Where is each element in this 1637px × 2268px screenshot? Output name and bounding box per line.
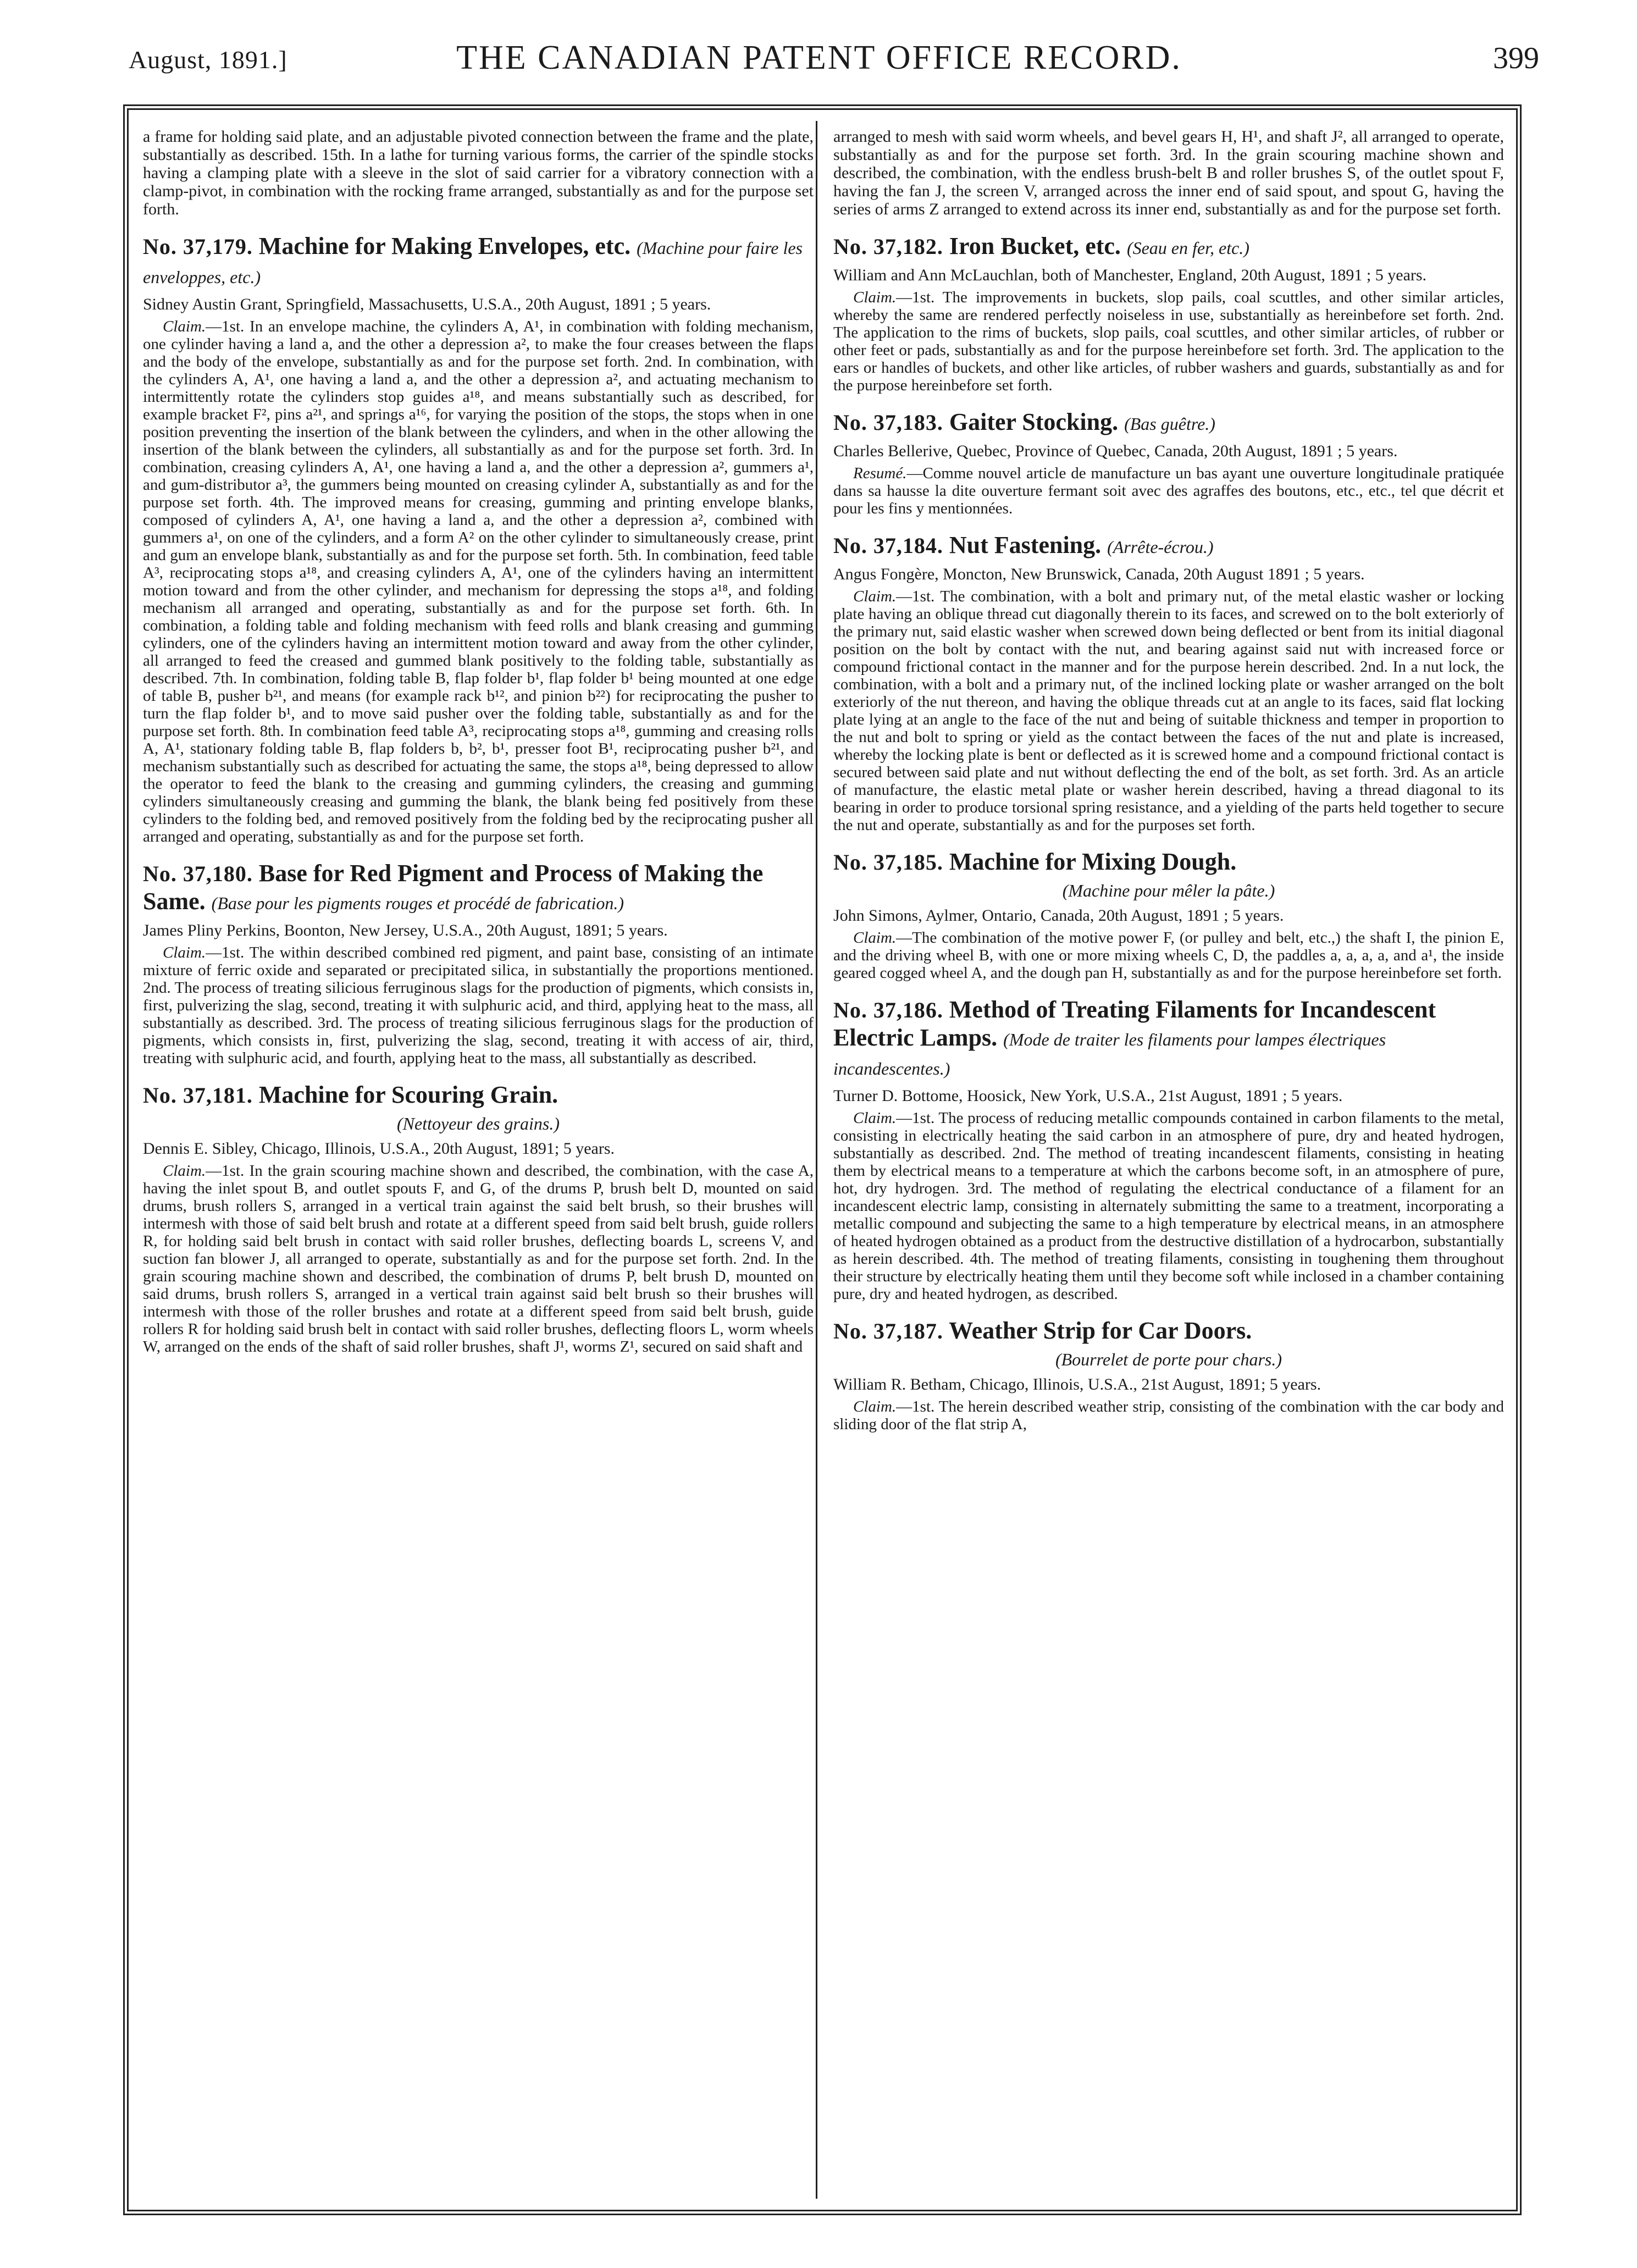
patent-entry-37187 xyxy=(833,1317,1504,1433)
patentee-line: William and Ann McLauchlan, both of Manchester, England, 20th August, 1891 ; 5 years. xyxy=(833,266,1427,284)
page-header xyxy=(82,38,1556,93)
claim-body: —1st. In an envelope machine, the cylinders A, A¹, in combination with folding mechanism, one cylinder having a land a, and the other a depression a², to make the four creases between the flaps and the body of the envelope, substantially as and for the purpose set forth. 2nd. In combination, with the cylinders A, A¹, one having a land a, and the other a depression a², and actuating mechanism to intermittently rotate the cylinders stop guides a¹⁸, and means substantially such as described, for example bracket F², pins a²¹, and springs a¹⁶, for varying the position of the stops, the stops when in one position preventing the insertion of the blank between the cylinders, and when in the other allowing the insertion of the blank between the cylinders, all substantially as and for the purpose set forth. 3rd. In combination, creasing cylinders A, A¹, one having a land a, and the other a depression a², gummers a¹, and gum-distributor a³, the gummers being mounted on creasing cylinder A, substantially as and for the purpose set forth. 4th. The improved means for creasing, gumming and printing envelope blanks, composed of cylinders A, A¹, one having a land a, and the other a depression a², combined with gummers a¹, on one of the cylinders, and a form A² on the other cylinder to simultaneously crease, print and gum an envelope blank, substantially as and for the purpose set forth. 5th. In combination, feed table A³, reciprocating stops a¹⁸, and creasing cylinders A, A¹, one of the cylinders having an intermittent motion toward and from the other cylinder, and mechanism for depressing the stops a¹⁸, and folding mechanism all arranged and operating, substantially as and for the purpose set forth. 6th. In combination, a folding table and folding mechanism with feed rolls and blank creasing and gumming cylinders, one of the cylinders having an intermittent motion toward and away from the other cylinder, all arranged to feed the creased and gummed blank positively to the folding table, substantially as described. 7th. In combination, folding table B, flap folder b¹, flap folder b¹ being mounted at one edge of table B, pusher b²¹, and means (for example rack b¹², and pinion b²²) for reciprocating the pusher to turn the flap folder b¹, and to move said pusher over the folding table, substantially as and for the purpose set forth. 8th. In combination feed table A³, reciprocating stops a¹⁸, gumming and creasing rolls A, A¹, stationary folding table B, flap folders b, b², b¹, presser foot B¹, reciprocating pusher b²¹, and mechanism substantially such as described for actuating the same, the stops a¹⁸, being depressed to allow the operator to feed the blank to the creasing and gumming cylinders, the creasing and gumming cylinders simultaneously creasing and gumming the blank, the blank being fed positively from these cylinders to the folding bed, and removed positively from the folding bed by the reciprocating pusher all arranged and operating, substantially as and for the purpose set forth. xyxy=(143,318,814,845)
continued-claim-text: a frame for holding said plate, and an adjustable pivoted connection between the frame and the plate, substantially as described. 15th. In a lathe for turning various forms, the carrier of the spindle stocks having a clamping plate with a sleeve in the slot of said carrier for a vibratory connection with a clamp-pivot, in combination with the rocking frame arranged, substantially as and for the purpose set forth. xyxy=(143,128,814,218)
claim-text xyxy=(143,1162,814,1356)
claim-body: —1st. The herein described weather strip, consisting of the combination with the car body and sliding door of the flat strip A, xyxy=(833,1398,1504,1433)
patent-heading xyxy=(143,1081,814,1109)
patent-heading xyxy=(833,1317,1504,1345)
patentee-line: William R. Betham, Chicago, Illinois, U.S.A., 21st August, 1891; 5 years. xyxy=(833,1375,1321,1393)
patent-title: Machine for Scouring Grain. xyxy=(258,1081,558,1108)
claim-label: Claim. xyxy=(163,944,206,961)
patent-heading xyxy=(833,532,1504,561)
patent-heading xyxy=(833,233,1504,262)
patent-entry-37180 xyxy=(143,860,814,1067)
claim-label: Claim. xyxy=(853,1109,897,1127)
claim-body: —1st. The within described combined red pigment, and paint base, consisting of an intimate mixture of ferric oxide and separated or precipitated silica, in substantially the proportions mentioned. 2nd. The process of treating silicious ferruginous slags for the production of pigments, which consists in, first, pulverizing the slag, second, treating it with sulphuric acid, and third, applying heat to the mass, all substantially as described. 3rd. The process of treating silicious ferruginous slags for the production of pigments, which consists in, first, pulverizing the slag, second, treating it with access of air, third, treating with sulphuric acid, and fourth, applying heat to the mass, all substantially as described. xyxy=(143,944,814,1067)
patent-number: No. 37,187. xyxy=(833,1319,943,1343)
claim-body: —Comme nouvel article de manufacture un bas ayant une ouverture longitudinale pratiquée dans sa hausse la dite ouverture fermant soit avec des agraffes des boutons, etc., etc., tel que décrit et pour les fins y mentionnées. xyxy=(833,464,1504,517)
patent-number: No. 37,182. xyxy=(833,234,943,259)
patentee-line: Turner D. Bottome, Hoosick, New York, U.S.A., 21st August, 1891 ; 5 years. xyxy=(833,1087,1343,1105)
french-title: (Machine pour mêler la pâte.) xyxy=(1062,881,1275,900)
patent-heading xyxy=(143,860,814,917)
patent-number: No. 37,180. xyxy=(143,861,253,886)
patent-title: Base for Red Pigment and Process of Making the Same. xyxy=(143,860,764,915)
patent-title: Iron Bucket, etc. xyxy=(949,233,1121,259)
claim-body: —1st. The improvements in buckets, slop pails, coal scuttles, and other similar articles, whereby the same are rendered perfectly noiseless in use, substantially as hereinbefore set forth. 2nd. The application to the rims of buckets, slop pails, coal scuttles, and other similar articles, of rubber or other feet or pads, substantially as and for the purpose hereinbefore set forth. 3rd. The application to the ears or handles of buckets, and other like articles, of rubber washers and guards, substantially as and for the purpose hereinbefore set forth. xyxy=(833,289,1504,394)
patent-number: No. 37,184. xyxy=(833,533,943,558)
patent-entry-37184 xyxy=(833,532,1504,834)
claim-body: —1st. In the grain scouring machine shown and described, the combination, with the case A, having the inlet spout B, and outlet spouts F, and G, of the drums P, brush belt D, mounted on said drums, brush rollers S, arranged in a vertical train against the said belt brush, so their brushes will intermesh with those of said belt brush and rotate at a different speed from said belt brush, guide rollers R, for holding said belt brush in contact with said roller brushes, deflecting boards L, screens V, and suction fan blower J, all arranged to operate, substantially as and for the purpose set forth. 2nd. In the grain scouring machine shown and described, the combination of drums P, belt brush D, mounted on said drums, brush rollers S, arranged in a vertical train against said belt brush so their brushes will intermesh with those of the roller brushes and rotate at a different speed from said belt brush, guide rollers R for holding said brush belt in contact with said roller brushes, deflecting floors L, worm wheels W, arranged on the ends of the shaft of said roller brushes, shaft J¹, worms Z¹, secured on said shaft and xyxy=(143,1162,814,1356)
patentee-line: Sidney Austin Grant, Springfield, Massachusetts, U.S.A., 20th August, 1891 ; 5 years. xyxy=(143,295,711,313)
patentee-line: John Simons, Aylmer, Ontario, Canada, 20th August, 1891 ; 5 years. xyxy=(833,906,1284,925)
french-title: (Bourrelet de porte pour chars.) xyxy=(1055,1349,1282,1369)
claim-label: Resumé. xyxy=(853,464,907,482)
french-title: (Nettoyeur des grains.) xyxy=(397,1114,560,1133)
claim-text xyxy=(143,318,814,845)
patent-entry-37183 xyxy=(833,408,1504,517)
patent-entry-37185 xyxy=(833,848,1504,982)
claim-text xyxy=(833,1109,1504,1303)
column-divider xyxy=(816,121,817,2199)
patent-number: No. 37,186. xyxy=(833,998,943,1022)
patent-title: Machine for Making Envelopes, etc. xyxy=(258,233,631,259)
patent-heading xyxy=(833,848,1504,876)
french-title: (Arrête-écrou.) xyxy=(1107,537,1214,557)
claim-text xyxy=(833,929,1504,982)
claim-label: Claim. xyxy=(853,289,897,306)
patent-number: No. 37,181. xyxy=(143,1083,253,1108)
claim-label: Claim. xyxy=(163,1162,206,1180)
patent-entry-37186 xyxy=(833,996,1504,1303)
claim-body: —1st. The combination, with a bolt and primary nut, of the metal elastic washer or locking plate having an oblique thread cut diagonally therein to its faces, and screwed on to the bolt exteriorly of the primary nut, said elastic washer when screwed down being deflected or bent from its initial diagonal position on the bolt by contact with the nut, and bearing against said nut with increased force or compound frictional contact in the manner and for the purpose herein described. 2nd. In a nut lock, the combination, with a bolt and a primary nut, of the inclined locking plate or washer arranged on the bolt exteriorly of the nut thereon, and having the oblique threads cut at an angle to its faces, said flat locking plate lying at an angle to the face of the nut and being of suitable thickness and temper in proportion to the nut and bolt to spring or yield as the contact between the faces of the nut and plate is increased, whereby the locking plate is bent or deflected as it is screwed home and a compound frictional contact is secured between said plate and nut without deflecting the end of the bolt, as set forth. 3rd. As an article of manufacture, the elastic metal plate or washer herein described, having a thread diagonal to its bearing in order to produce torsional spring resistance, and a yielding of the parts held together to secure the nut and operate, substantially as and for the purposes set forth. xyxy=(833,588,1504,834)
right-column xyxy=(833,128,1504,1433)
patent-number: No. 37,183. xyxy=(833,410,943,435)
claim-text xyxy=(833,289,1504,394)
french-title: (Mode de traiter les filaments pour lampes électriques incandescentes.) xyxy=(833,1030,1386,1078)
patent-number: No. 37,179. xyxy=(143,234,253,259)
patent-title: Weather Strip for Car Doors. xyxy=(949,1317,1252,1344)
claim-label: Claim. xyxy=(853,929,897,947)
patentee-line: James Pliny Perkins, Boonton, New Jersey, U.S.A., 20th August, 1891; 5 years. xyxy=(143,921,668,939)
patentee-line: Dennis E. Sibley, Chicago, Illinois, U.S.A., 20th August, 1891; 5 years. xyxy=(143,1139,615,1158)
patent-title: Gaiter Stocking. xyxy=(949,408,1119,435)
french-title: (Bas guêtre.) xyxy=(1124,414,1215,434)
patentee-line: Charles Bellerive, Quebec, Province of Quebec, Canada, 20th August, 1891 ; 5 years. xyxy=(833,442,1398,460)
patent-heading xyxy=(143,233,814,291)
claim-body: —The combination of the motive power F, (or pulley and belt, etc.,) the shaft I, the pinion E, and the driving wheel B, with one or more mixing wheels C, D, the paddles a, a, a, a, and a¹, the inside geared cogged wheel A, and the dough pan H, substantially as and for the purpose hereinbefore set forth. xyxy=(833,929,1504,982)
patent-title: Nut Fastening. xyxy=(949,532,1102,558)
patent-number: No. 37,185. xyxy=(833,850,943,875)
french-title: (Seau en fer, etc.) xyxy=(1126,238,1249,258)
claim-text xyxy=(833,1398,1504,1433)
page-number: 399 xyxy=(1493,41,1539,75)
patent-entry-37182 xyxy=(833,233,1504,394)
claim-body: —1st. The process of reducing metallic compounds contained in carbon filaments to the metal, consisting in electrically heating the said carbon in an atmosphere of pure, dry and heated hydrogen, substantially as described. 2nd. The method of treating incandescent filaments, consisting in heating them by electrical means to a temperature at which the carbons become soft, in an atmosphere of pure, hot, dry hydrogen. 3rd. The method of regulating the electrical conductance of a filament for an incandescent electric lamp, consisting in alternately submitting the same to a treatment, incorporating a metallic compound and subjecting the same to a high temperature by electrical means, in an atmosphere of heated hydrogen obtained as a product from the destructive distillation of a hydrocarbon, substantially as herein described. 4th. The method of treating filaments, consisting in toughening them throughout their structure by electrically heating them until they become soft while inclosed in a chamber containing pure, dry and heated hydrogen, as described. xyxy=(833,1109,1505,1303)
french-title: (Base pour les pigments rouges et procédé de fabrication.) xyxy=(211,893,624,913)
french-title: (Machine pour faire les enveloppes, etc.) xyxy=(143,238,803,287)
claim-label: Claim. xyxy=(853,1398,897,1415)
continued-claim-text: arranged to mesh with said worm wheels, and bevel gears H, H¹, and shaft J², all arranged to operate, substantially as and for the purpose set forth. 3rd. In the grain scouring machine shown and described, the combination, with the endless brush-belt B and roller brushes S, of the outlet spout F, having the fan J, the screen V, arranged across the inner end of said spout, and spout G, having the series of arms Z arranged to extend across its inner end, substantially as and for the purpose set forth. xyxy=(833,128,1504,218)
claim-text xyxy=(833,464,1504,517)
publication-title: THE CANADIAN PATENT OFFICE RECORD. xyxy=(456,39,1182,76)
patent-entry-37179 xyxy=(143,233,814,845)
claim-text xyxy=(833,588,1504,834)
patent-title: Method of Treating Filaments for Incandescent Electric Lamps. xyxy=(833,996,1436,1051)
patent-title: Machine for Mixing Dough. xyxy=(949,848,1237,875)
patentee-line: Angus Fongère, Moncton, New Brunswick, Canada, 20th August 1891 ; 5 years. xyxy=(833,565,1365,583)
patent-entry-37181 xyxy=(143,1081,814,1356)
claim-label: Claim. xyxy=(163,318,206,335)
issue-date: August, 1891.] xyxy=(129,46,287,74)
patent-heading xyxy=(833,408,1504,438)
left-column xyxy=(143,128,814,1356)
claim-label: Claim. xyxy=(853,588,897,605)
patent-heading xyxy=(833,996,1504,1082)
claim-text xyxy=(143,944,814,1067)
